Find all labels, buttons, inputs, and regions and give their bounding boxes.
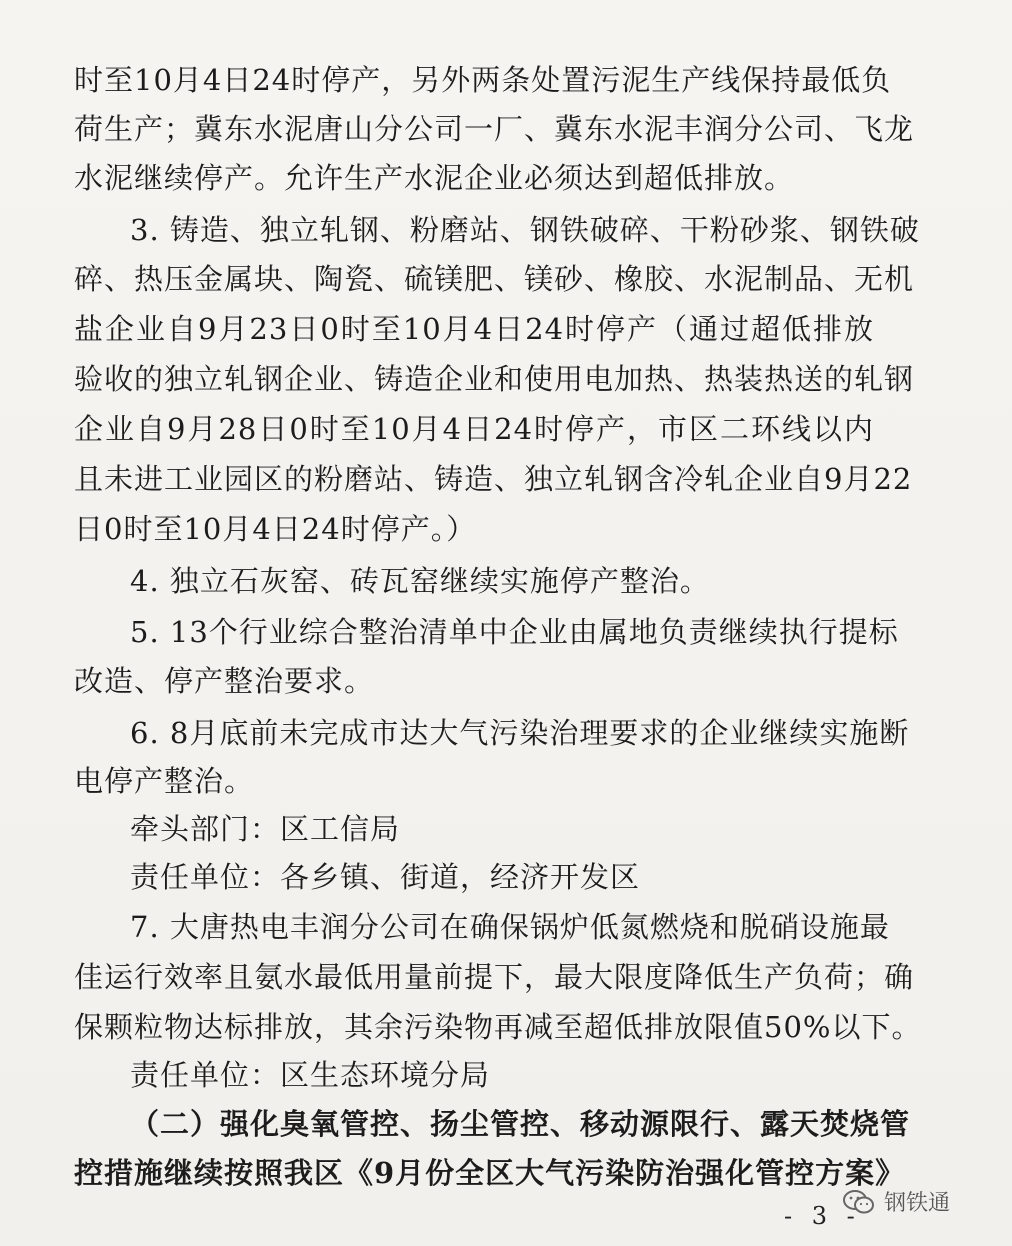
body-line: 企业自9月28日0时至10月4日24时停产，市区二环线以内	[74, 412, 874, 446]
responsible-unit-line: 责任单位：区生态环境分局	[130, 1058, 491, 1092]
lead-department-line: 牵头部门：区工信局	[130, 812, 401, 846]
section-heading-line: 控措施继续按照我区《9月份全区大气污染防治强化管控方案》	[74, 1156, 906, 1190]
body-line: 6. 8月底前未完成市达大气污染治理要求的企业继续实施断	[130, 716, 910, 750]
body-line: 时至10月4日24时停产，另外两条处置污泥生产线保持最低负	[74, 63, 892, 97]
body-line: 7. 大唐热电丰润分公司在确保锅炉低氮燃烧和脱硝设施最	[130, 910, 890, 944]
body-line: 3. 铸造、独立轧钢、粉磨站、钢铁破碎、干粉砂浆、钢铁破	[130, 213, 920, 247]
body-line: 电停产整治。	[74, 764, 255, 798]
body-line: 盐企业自9月23日0时至10月4日24时停产（通过超低排放	[74, 312, 874, 346]
body-line: 且未进工业园区的粉磨站、铸造、独立轧钢含冷轧企业自9月22	[74, 462, 913, 496]
body-line: 荷生产；冀东水泥唐山分公司一厂、冀东水泥丰润分公司、飞龙	[74, 112, 915, 146]
body-line: 日0时至10月4日24时停产。）	[74, 512, 477, 546]
body-line: 佳运行效率且氨水最低用量前提下，最大限度降低生产负荷；确	[74, 960, 915, 994]
body-line: 4. 独立石灰窑、砖瓦窑继续实施停产整治。	[130, 564, 710, 598]
body-line: 5. 13个行业综合整治清单中企业由属地负责继续执行提标	[130, 615, 899, 649]
page-number: - 3 -	[784, 1202, 861, 1230]
body-line: 水泥继续停产。允许生产水泥企业必须达到超低排放。	[74, 161, 795, 195]
body-line: 保颗粒物达标排放，其余污染物再减至超低排放限值50%以下。	[74, 1010, 922, 1044]
responsible-unit-line: 责任单位：各乡镇、街道，经济开发区	[130, 860, 641, 894]
body-line: 改造、停产整治要求。	[74, 664, 375, 698]
section-heading-line: （二）强化臭氧管控、扬尘管控、移动源限行、露天焚烧管	[130, 1107, 911, 1141]
watermark-text: 钢铁通	[884, 1191, 951, 1216]
body-line: 碎、热压金属块、陶瓷、硫镁肥、镁砂、橡胶、水泥制品、无机	[74, 262, 915, 296]
body-line: 验收的独立轧钢企业、铸造企业和使用电加热、热装热送的轧钢	[74, 362, 915, 396]
